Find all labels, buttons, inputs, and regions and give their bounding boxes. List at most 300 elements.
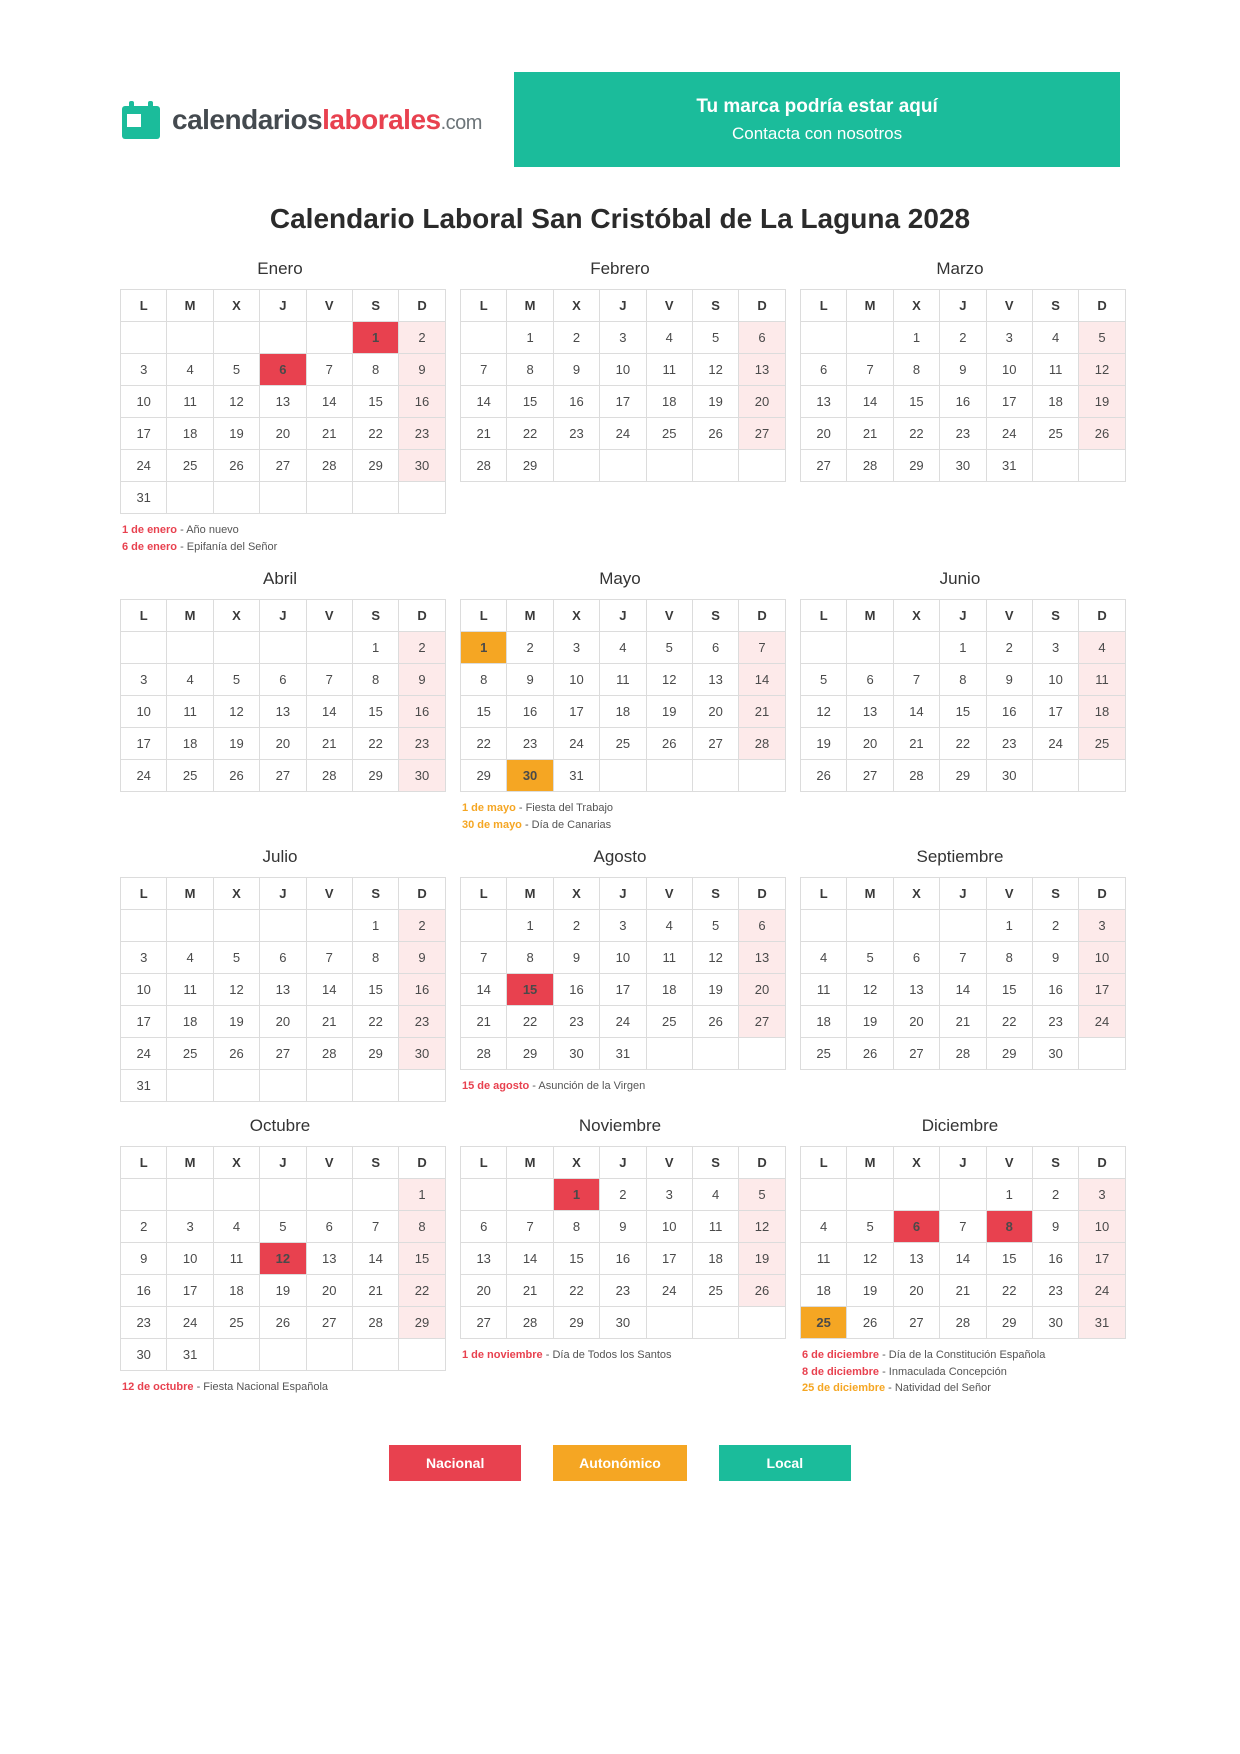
day-cell[interactable]: 5 [800, 664, 846, 696]
day-cell[interactable]: 27 [893, 1307, 939, 1339]
day-cell[interactable]: 2 [507, 632, 553, 664]
day-cell[interactable]: 22 [352, 1006, 398, 1038]
day-cell[interactable]: 7 [847, 354, 893, 386]
day-cell[interactable]: 27 [260, 450, 306, 482]
day-cell[interactable]: 28 [306, 450, 352, 482]
day-cell[interactable]: 25 [167, 450, 213, 482]
day-cell[interactable]: 10 [121, 974, 167, 1006]
day-cell[interactable]: 8 [352, 942, 398, 974]
day-cell[interactable]: 21 [306, 1006, 352, 1038]
day-cell[interactable]: 16 [940, 386, 986, 418]
day-cell[interactable]: 26 [260, 1307, 306, 1339]
day-cell[interactable]: 4 [692, 1179, 738, 1211]
day-cell[interactable]: 13 [306, 1243, 352, 1275]
day-cell[interactable]: 11 [167, 696, 213, 728]
day-cell[interactable]: 12 [692, 942, 738, 974]
day-cell[interactable]: 7 [460, 354, 506, 386]
day-cell[interactable]: 16 [553, 386, 599, 418]
day-cell[interactable]: 17 [121, 728, 167, 760]
day-cell[interactable]: 4 [600, 632, 646, 664]
day-cell[interactable]: 8 [352, 664, 398, 696]
day-cell[interactable]: 7 [940, 942, 986, 974]
day-cell[interactable]: 6 [460, 1211, 506, 1243]
day-cell[interactable]: 24 [646, 1275, 692, 1307]
day-cell[interactable]: 12 [213, 696, 259, 728]
day-cell[interactable]: 25 [800, 1038, 846, 1070]
day-cell[interactable]: 19 [213, 1006, 259, 1038]
day-cell[interactable]: 23 [1032, 1006, 1078, 1038]
day-cell[interactable]: 15 [399, 1243, 445, 1275]
day-cell[interactable]: 27 [260, 1038, 306, 1070]
day-cell[interactable]: 11 [692, 1211, 738, 1243]
day-cell[interactable]: 6 [260, 354, 306, 386]
day-cell[interactable]: 26 [1079, 418, 1125, 450]
day-cell[interactable]: 14 [847, 386, 893, 418]
day-cell[interactable]: 12 [1079, 354, 1125, 386]
day-cell[interactable]: 25 [692, 1275, 738, 1307]
day-cell[interactable]: 10 [121, 696, 167, 728]
day-cell[interactable]: 30 [121, 1339, 167, 1371]
day-cell[interactable]: 3 [600, 322, 646, 354]
day-cell[interactable]: 23 [986, 728, 1032, 760]
day-cell[interactable]: 17 [1079, 974, 1125, 1006]
day-cell[interactable]: 23 [1032, 1275, 1078, 1307]
day-cell[interactable]: 8 [940, 664, 986, 696]
day-cell[interactable]: 29 [986, 1307, 1032, 1339]
day-cell[interactable]: 19 [213, 728, 259, 760]
day-cell[interactable]: 7 [306, 942, 352, 974]
day-cell[interactable]: 5 [847, 1211, 893, 1243]
day-cell[interactable]: 26 [213, 760, 259, 792]
day-cell[interactable]: 1 [986, 1179, 1032, 1211]
day-cell[interactable]: 23 [121, 1307, 167, 1339]
day-cell[interactable]: 3 [1032, 632, 1078, 664]
day-cell[interactable]: 23 [553, 418, 599, 450]
day-cell[interactable]: 27 [800, 450, 846, 482]
ad-banner[interactable] [514, 72, 1120, 167]
day-cell[interactable]: 26 [847, 1038, 893, 1070]
day-cell[interactable]: 14 [460, 386, 506, 418]
day-cell[interactable]: 2 [553, 322, 599, 354]
day-cell[interactable]: 3 [646, 1179, 692, 1211]
day-cell[interactable]: 17 [121, 1006, 167, 1038]
day-cell[interactable]: 3 [121, 664, 167, 696]
day-cell[interactable]: 1 [940, 632, 986, 664]
day-cell[interactable]: 20 [739, 386, 785, 418]
day-cell[interactable]: 26 [692, 418, 738, 450]
day-cell[interactable]: 6 [800, 354, 846, 386]
day-cell[interactable]: 25 [800, 1307, 846, 1339]
day-cell[interactable]: 29 [352, 760, 398, 792]
day-cell[interactable]: 10 [1079, 942, 1125, 974]
day-cell[interactable]: 15 [940, 696, 986, 728]
day-cell[interactable]: 31 [167, 1339, 213, 1371]
day-cell[interactable]: 15 [352, 386, 398, 418]
day-cell[interactable]: 8 [893, 354, 939, 386]
day-cell[interactable]: 31 [553, 760, 599, 792]
day-cell[interactable]: 29 [399, 1307, 445, 1339]
day-cell[interactable]: 11 [800, 1243, 846, 1275]
day-cell[interactable]: 24 [1032, 728, 1078, 760]
day-cell[interactable]: 15 [460, 696, 506, 728]
day-cell[interactable]: 24 [121, 1038, 167, 1070]
day-cell[interactable]: 11 [646, 942, 692, 974]
day-cell[interactable]: 31 [121, 482, 167, 514]
day-cell[interactable]: 4 [167, 664, 213, 696]
day-cell[interactable]: 15 [893, 386, 939, 418]
day-cell[interactable]: 22 [940, 728, 986, 760]
day-cell[interactable]: 19 [847, 1275, 893, 1307]
day-cell[interactable]: 31 [986, 450, 1032, 482]
day-cell[interactable]: 16 [399, 386, 445, 418]
day-cell[interactable]: 7 [893, 664, 939, 696]
day-cell[interactable]: 12 [646, 664, 692, 696]
day-cell[interactable]: 22 [460, 728, 506, 760]
day-cell[interactable]: 1 [893, 322, 939, 354]
day-cell[interactable]: 16 [399, 696, 445, 728]
day-cell[interactable]: 18 [1032, 386, 1078, 418]
day-cell[interactable]: 28 [940, 1038, 986, 1070]
day-cell[interactable]: 22 [507, 418, 553, 450]
day-cell[interactable]: 28 [352, 1307, 398, 1339]
day-cell[interactable]: 30 [553, 1038, 599, 1070]
day-cell[interactable]: 12 [213, 974, 259, 1006]
day-cell[interactable]: 24 [1079, 1006, 1125, 1038]
day-cell[interactable]: 23 [399, 418, 445, 450]
day-cell[interactable]: 18 [646, 974, 692, 1006]
day-cell[interactable]: 28 [460, 1038, 506, 1070]
day-cell[interactable]: 27 [260, 760, 306, 792]
day-cell[interactable]: 23 [940, 418, 986, 450]
day-cell[interactable]: 27 [847, 760, 893, 792]
day-cell[interactable]: 23 [399, 728, 445, 760]
day-cell[interactable]: 29 [553, 1307, 599, 1339]
day-cell[interactable]: 10 [1032, 664, 1078, 696]
day-cell[interactable]: 12 [800, 696, 846, 728]
day-cell[interactable]: 26 [800, 760, 846, 792]
day-cell[interactable]: 1 [399, 1179, 445, 1211]
day-cell[interactable]: 13 [893, 1243, 939, 1275]
day-cell[interactable]: 10 [600, 354, 646, 386]
day-cell[interactable]: 30 [399, 760, 445, 792]
day-cell[interactable]: 27 [893, 1038, 939, 1070]
day-cell[interactable]: 1 [553, 1179, 599, 1211]
day-cell[interactable]: 31 [600, 1038, 646, 1070]
day-cell[interactable]: 10 [553, 664, 599, 696]
day-cell[interactable]: 20 [260, 418, 306, 450]
day-cell[interactable]: 16 [986, 696, 1032, 728]
day-cell[interactable]: 22 [399, 1275, 445, 1307]
day-cell[interactable]: 16 [600, 1243, 646, 1275]
day-cell[interactable]: 21 [940, 1275, 986, 1307]
day-cell[interactable]: 11 [1032, 354, 1078, 386]
day-cell[interactable]: 6 [692, 632, 738, 664]
day-cell[interactable]: 22 [986, 1006, 1032, 1038]
day-cell[interactable]: 26 [739, 1275, 785, 1307]
day-cell[interactable]: 9 [1032, 942, 1078, 974]
day-cell[interactable]: 30 [1032, 1038, 1078, 1070]
day-cell[interactable]: 19 [646, 696, 692, 728]
day-cell[interactable]: 10 [167, 1243, 213, 1275]
day-cell[interactable]: 26 [646, 728, 692, 760]
day-cell[interactable]: 19 [213, 418, 259, 450]
day-cell[interactable]: 18 [800, 1006, 846, 1038]
day-cell[interactable]: 18 [167, 1006, 213, 1038]
day-cell[interactable]: 24 [986, 418, 1032, 450]
day-cell[interactable]: 9 [399, 942, 445, 974]
day-cell[interactable]: 14 [352, 1243, 398, 1275]
day-cell[interactable]: 4 [167, 942, 213, 974]
day-cell[interactable]: 26 [213, 450, 259, 482]
day-cell[interactable]: 13 [260, 696, 306, 728]
day-cell[interactable]: 19 [260, 1275, 306, 1307]
day-cell[interactable]: 2 [1032, 910, 1078, 942]
day-cell[interactable]: 24 [553, 728, 599, 760]
day-cell[interactable]: 13 [692, 664, 738, 696]
day-cell[interactable]: 7 [739, 632, 785, 664]
day-cell[interactable]: 21 [460, 418, 506, 450]
day-cell[interactable]: 20 [692, 696, 738, 728]
day-cell[interactable]: 8 [507, 354, 553, 386]
day-cell[interactable]: 13 [893, 974, 939, 1006]
day-cell[interactable]: 8 [507, 942, 553, 974]
day-cell[interactable]: 7 [306, 664, 352, 696]
day-cell[interactable]: 8 [986, 1211, 1032, 1243]
day-cell[interactable]: 25 [1032, 418, 1078, 450]
day-cell[interactable]: 12 [739, 1211, 785, 1243]
day-cell[interactable]: 3 [986, 322, 1032, 354]
day-cell[interactable]: 26 [213, 1038, 259, 1070]
day-cell[interactable]: 13 [739, 354, 785, 386]
day-cell[interactable]: 16 [399, 974, 445, 1006]
day-cell[interactable]: 1 [460, 632, 506, 664]
day-cell[interactable]: 4 [213, 1211, 259, 1243]
legend-item[interactable]: Nacional [389, 1445, 521, 1481]
day-cell[interactable]: 9 [986, 664, 1032, 696]
day-cell[interactable]: 6 [847, 664, 893, 696]
day-cell[interactable]: 16 [1032, 1243, 1078, 1275]
day-cell[interactable]: 30 [1032, 1307, 1078, 1339]
day-cell[interactable]: 13 [260, 386, 306, 418]
day-cell[interactable]: 21 [847, 418, 893, 450]
day-cell[interactable]: 25 [600, 728, 646, 760]
day-cell[interactable]: 5 [1079, 322, 1125, 354]
day-cell[interactable]: 2 [553, 910, 599, 942]
day-cell[interactable]: 29 [507, 450, 553, 482]
day-cell[interactable]: 30 [940, 450, 986, 482]
day-cell[interactable]: 28 [739, 728, 785, 760]
day-cell[interactable]: 8 [460, 664, 506, 696]
day-cell[interactable]: 12 [260, 1243, 306, 1275]
day-cell[interactable]: 17 [1032, 696, 1078, 728]
day-cell[interactable]: 26 [847, 1307, 893, 1339]
day-cell[interactable]: 10 [121, 386, 167, 418]
day-cell[interactable]: 9 [121, 1243, 167, 1275]
day-cell[interactable]: 24 [167, 1307, 213, 1339]
day-cell[interactable]: 23 [507, 728, 553, 760]
day-cell[interactable]: 5 [213, 664, 259, 696]
day-cell[interactable]: 29 [986, 1038, 1032, 1070]
day-cell[interactable]: 10 [600, 942, 646, 974]
day-cell[interactable]: 19 [800, 728, 846, 760]
day-cell[interactable]: 13 [847, 696, 893, 728]
day-cell[interactable]: 7 [460, 942, 506, 974]
day-cell[interactable]: 5 [646, 632, 692, 664]
day-cell[interactable]: 17 [167, 1275, 213, 1307]
day-cell[interactable]: 14 [739, 664, 785, 696]
day-cell[interactable]: 28 [306, 760, 352, 792]
day-cell[interactable]: 13 [260, 974, 306, 1006]
day-cell[interactable]: 27 [306, 1307, 352, 1339]
day-cell[interactable]: 1 [507, 910, 553, 942]
day-cell[interactable]: 14 [306, 386, 352, 418]
day-cell[interactable]: 21 [739, 696, 785, 728]
day-cell[interactable]: 7 [352, 1211, 398, 1243]
day-cell[interactable]: 30 [600, 1307, 646, 1339]
day-cell[interactable]: 27 [739, 418, 785, 450]
day-cell[interactable]: 13 [460, 1243, 506, 1275]
day-cell[interactable]: 9 [940, 354, 986, 386]
day-cell[interactable]: 15 [986, 974, 1032, 1006]
legend-item[interactable]: Autonómico [553, 1445, 687, 1481]
day-cell[interactable]: 1 [352, 910, 398, 942]
day-cell[interactable]: 9 [553, 942, 599, 974]
day-cell[interactable]: 28 [306, 1038, 352, 1070]
day-cell[interactable]: 27 [692, 728, 738, 760]
day-cell[interactable]: 30 [986, 760, 1032, 792]
day-cell[interactable]: 2 [399, 910, 445, 942]
day-cell[interactable]: 30 [399, 1038, 445, 1070]
day-cell[interactable]: 11 [646, 354, 692, 386]
day-cell[interactable]: 21 [306, 418, 352, 450]
day-cell[interactable]: 3 [553, 632, 599, 664]
day-cell[interactable]: 11 [167, 386, 213, 418]
day-cell[interactable]: 6 [893, 942, 939, 974]
day-cell[interactable]: 16 [553, 974, 599, 1006]
day-cell[interactable]: 2 [600, 1179, 646, 1211]
day-cell[interactable]: 21 [940, 1006, 986, 1038]
day-cell[interactable]: 5 [260, 1211, 306, 1243]
day-cell[interactable]: 21 [352, 1275, 398, 1307]
day-cell[interactable]: 5 [213, 942, 259, 974]
day-cell[interactable]: 14 [460, 974, 506, 1006]
day-cell[interactable]: 6 [306, 1211, 352, 1243]
day-cell[interactable]: 29 [507, 1038, 553, 1070]
day-cell[interactable]: 6 [739, 322, 785, 354]
day-cell[interactable]: 5 [739, 1179, 785, 1211]
day-cell[interactable]: 3 [167, 1211, 213, 1243]
day-cell[interactable]: 24 [600, 1006, 646, 1038]
day-cell[interactable]: 4 [646, 322, 692, 354]
day-cell[interactable]: 22 [986, 1275, 1032, 1307]
day-cell[interactable]: 10 [986, 354, 1032, 386]
day-cell[interactable]: 13 [800, 386, 846, 418]
day-cell[interactable]: 22 [507, 1006, 553, 1038]
day-cell[interactable]: 28 [507, 1307, 553, 1339]
day-cell[interactable]: 9 [399, 354, 445, 386]
day-cell[interactable]: 22 [553, 1275, 599, 1307]
day-cell[interactable]: 28 [893, 760, 939, 792]
day-cell[interactable]: 24 [1079, 1275, 1125, 1307]
day-cell[interactable]: 31 [1079, 1307, 1125, 1339]
day-cell[interactable]: 16 [121, 1275, 167, 1307]
day-cell[interactable]: 11 [167, 974, 213, 1006]
day-cell[interactable]: 25 [646, 1006, 692, 1038]
day-cell[interactable]: 14 [893, 696, 939, 728]
day-cell[interactable]: 29 [352, 450, 398, 482]
day-cell[interactable]: 30 [399, 450, 445, 482]
day-cell[interactable]: 2 [940, 322, 986, 354]
day-cell[interactable]: 25 [1079, 728, 1125, 760]
day-cell[interactable]: 4 [800, 942, 846, 974]
day-cell[interactable]: 5 [213, 354, 259, 386]
day-cell[interactable]: 23 [600, 1275, 646, 1307]
day-cell[interactable]: 7 [306, 354, 352, 386]
day-cell[interactable]: 12 [213, 386, 259, 418]
day-cell[interactable]: 7 [940, 1211, 986, 1243]
day-cell[interactable]: 2 [399, 632, 445, 664]
day-cell[interactable]: 15 [507, 386, 553, 418]
day-cell[interactable]: 2 [399, 322, 445, 354]
day-cell[interactable]: 4 [646, 910, 692, 942]
day-cell[interactable]: 25 [213, 1307, 259, 1339]
day-cell[interactable]: 15 [507, 974, 553, 1006]
day-cell[interactable]: 28 [847, 450, 893, 482]
day-cell[interactable]: 17 [646, 1243, 692, 1275]
legend-item[interactable]: Local [719, 1445, 851, 1481]
day-cell[interactable]: 6 [260, 664, 306, 696]
day-cell[interactable]: 25 [167, 760, 213, 792]
day-cell[interactable]: 10 [646, 1211, 692, 1243]
day-cell[interactable]: 15 [352, 974, 398, 1006]
day-cell[interactable]: 28 [460, 450, 506, 482]
day-cell[interactable]: 28 [940, 1307, 986, 1339]
day-cell[interactable]: 3 [121, 354, 167, 386]
day-cell[interactable]: 1 [986, 910, 1032, 942]
day-cell[interactable]: 27 [460, 1307, 506, 1339]
day-cell[interactable]: 21 [507, 1275, 553, 1307]
day-cell[interactable]: 20 [847, 728, 893, 760]
day-cell[interactable]: 3 [1079, 910, 1125, 942]
day-cell[interactable]: 25 [646, 418, 692, 450]
day-cell[interactable]: 14 [306, 974, 352, 1006]
day-cell[interactable]: 19 [739, 1243, 785, 1275]
day-cell[interactable]: 15 [352, 696, 398, 728]
day-cell[interactable]: 4 [800, 1211, 846, 1243]
day-cell[interactable]: 12 [692, 354, 738, 386]
day-cell[interactable]: 21 [893, 728, 939, 760]
day-cell[interactable]: 22 [352, 728, 398, 760]
day-cell[interactable]: 18 [167, 728, 213, 760]
day-cell[interactable]: 20 [260, 728, 306, 760]
day-cell[interactable]: 21 [460, 1006, 506, 1038]
day-cell[interactable]: 14 [306, 696, 352, 728]
day-cell[interactable]: 8 [399, 1211, 445, 1243]
day-cell[interactable]: 23 [399, 1006, 445, 1038]
day-cell[interactable]: 17 [553, 696, 599, 728]
day-cell[interactable]: 2 [121, 1211, 167, 1243]
day-cell[interactable]: 7 [507, 1211, 553, 1243]
day-cell[interactable]: 5 [692, 910, 738, 942]
day-cell[interactable]: 21 [306, 728, 352, 760]
day-cell[interactable]: 29 [352, 1038, 398, 1070]
day-cell[interactable]: 18 [646, 386, 692, 418]
day-cell[interactable]: 19 [692, 386, 738, 418]
day-cell[interactable]: 22 [352, 418, 398, 450]
day-cell[interactable]: 5 [692, 322, 738, 354]
day-cell[interactable]: 16 [507, 696, 553, 728]
day-cell[interactable]: 17 [1079, 1243, 1125, 1275]
